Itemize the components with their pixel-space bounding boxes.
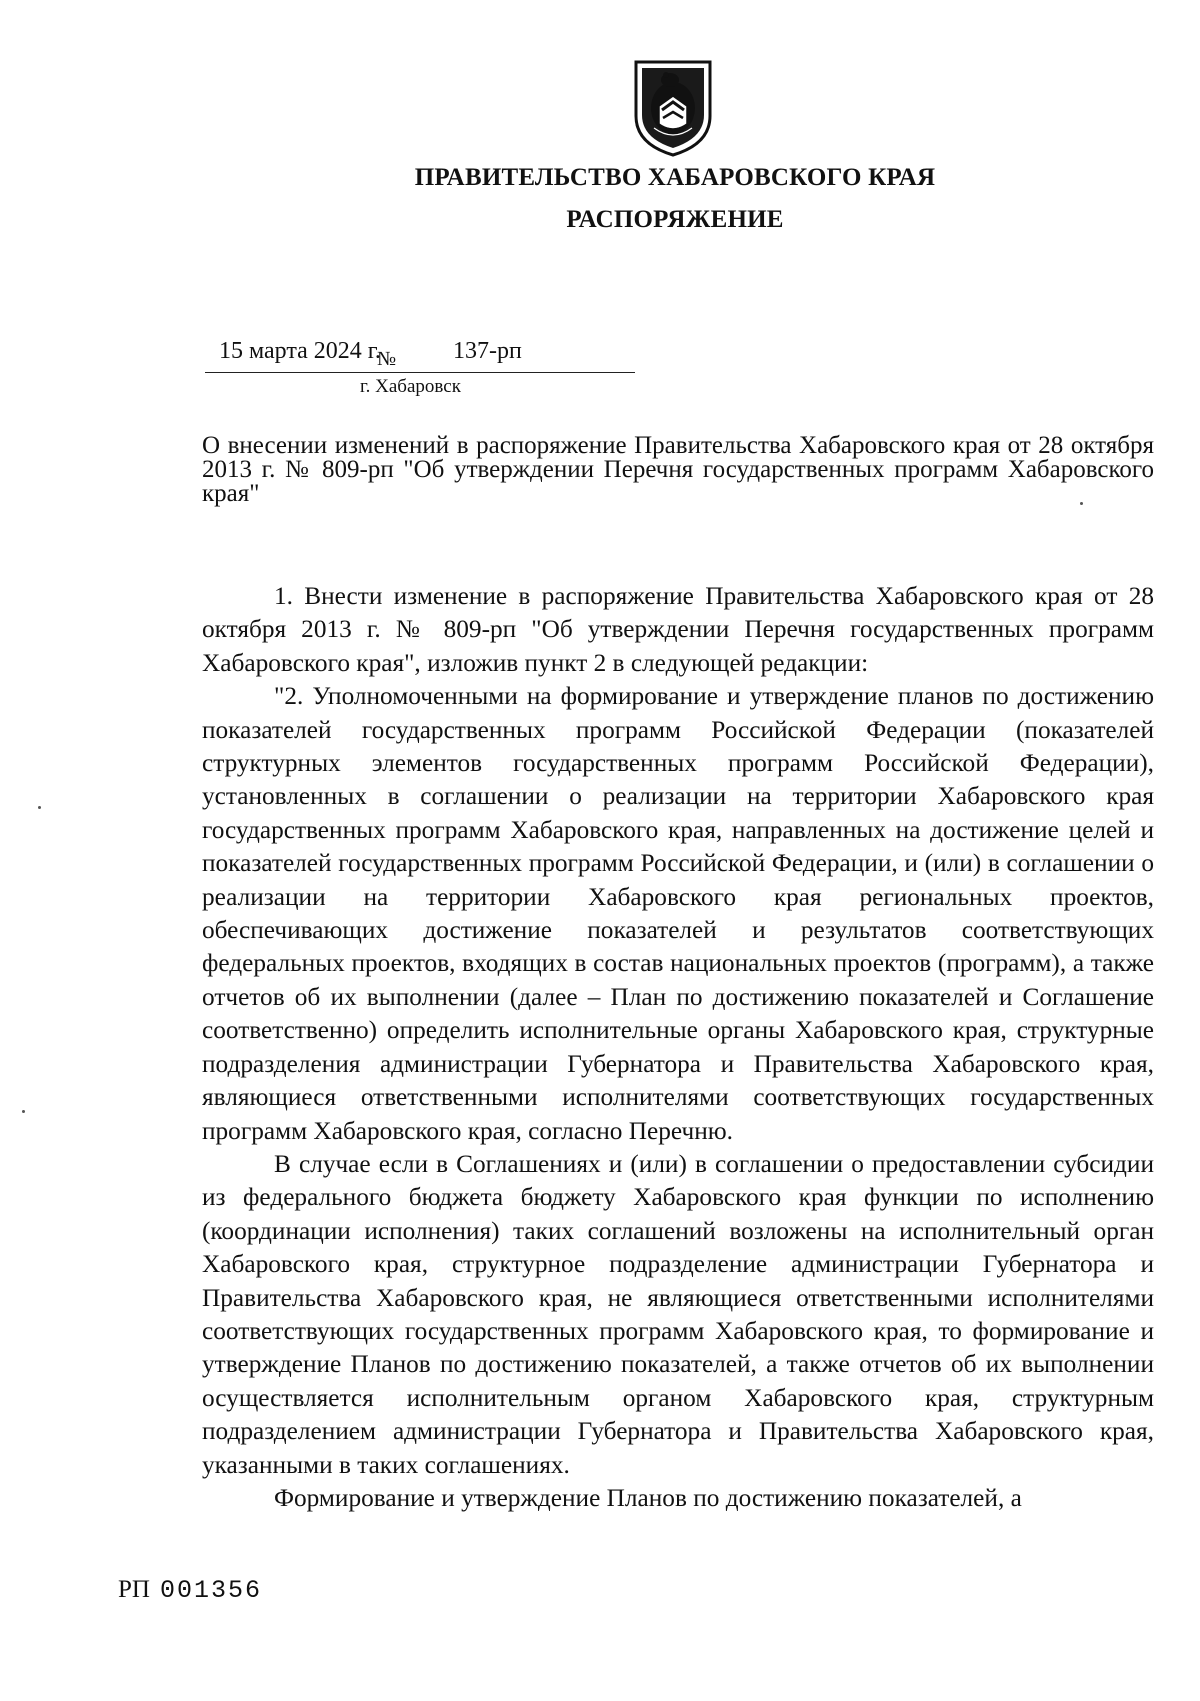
paragraph-4: Формирование и утверждение Планов по достижению показателей, а	[274, 1483, 1022, 1512]
paragraph-3: В случае если в Соглашениях и (или) в соглашении о предоставлении субсидии из федерального бюджета бюджету Хабаровского края функции по исполнению (координации исполнения) таких соглашений возложены на исполнительный орган Хабаровского края, структурное подразделение администрации Губернатора и Правительства Хабаровского края, не являющиеся ответственными исполнителями соответствующих государственных программ Хабаровского края, то формирование и утверждение Планов по достижению показателей, а также отчетов об их выполнении осуществляется исполнительным органом Хабаровского края, структурным подразделением администрации Губернатора и Правительства Хабаровского края, указанными в таких соглашениях.	[202, 1149, 1154, 1479]
paragraph-1: 1. Внести изменение в распоряжение Правительства Хабаровского края от 28 октября 2013 г. № 809-рп "Об утверждении Перечня государственных программ Хабаровского края", изложив пункт 2 в следующей редакции:	[202, 582, 1154, 677]
paragraph-2: "2. Уполномоченными на формирование и утверждение планов по достижению показателей государственных программ Российской Федерации (показателей структурных элементов государственных программ Российской Федерации), установленных в соглашении о реализации на территории Хабаровского края государственных программ Хабаровского края, направленных на достижение целей и показателей государственных программ Российской Федерации, и (или) в соглашении о реализации на территории Хабаровского края региональных проектов, обеспечивающих достижение показателей и результатов соответствующих федеральных проектов, входящих в состав национальных проектов (программ), а также отчетов об их выполнении (далее – План по достижению показателей и Соглашение соответственно) определить исполнительные органы Хабаровского края, структурные подразделения администрации Губернатора и Правительства Хабаровского края, являющиеся ответственными исполнителями соответствующих государственных программ Хабаровского края, согласно Перечню.	[202, 682, 1154, 1145]
scan-speck	[38, 806, 41, 809]
document-body	[202, 580, 1154, 1515]
document-type: РАСПОРЯЖЕНИЕ	[566, 206, 784, 233]
footer-code: 001356	[159, 1576, 262, 1605]
document-city: г. Хабаровск	[360, 376, 461, 397]
scan-speck	[1080, 502, 1083, 505]
number-sign: №	[377, 348, 397, 370]
coat-of-arms-icon	[632, 58, 714, 158]
document-number: 137-рп	[453, 338, 522, 364]
footer-prefix: РП	[118, 1576, 150, 1603]
document-date: 15 марта 2024 г.	[219, 338, 381, 364]
government-title: ПРАВИТЕЛЬСТВО ХАБАРОВСКОГО КРАЯ	[414, 164, 936, 191]
registration-underline	[205, 372, 635, 373]
footer-serial	[118, 1576, 262, 1605]
scan-speck	[22, 1110, 25, 1113]
document-subject: О внесении изменений в распоряжение Правительства Хабаровского края от 28 октября 2013 г. № 809-рп "Об утверждении Перечня государственных программ Хабаровского края"	[202, 432, 1154, 507]
registration-block	[205, 338, 635, 398]
